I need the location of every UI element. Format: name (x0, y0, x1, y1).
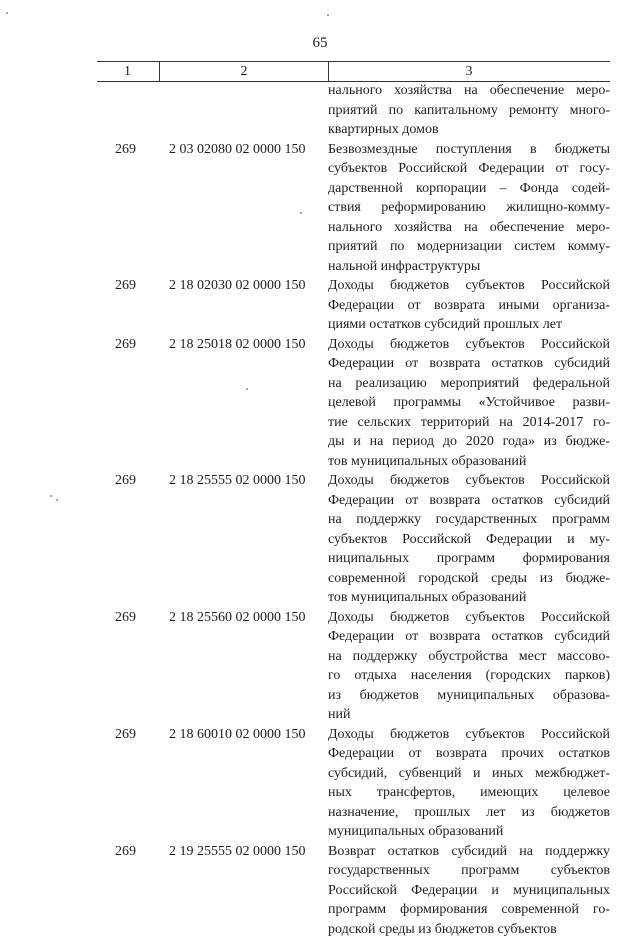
column-header-1: 1 (97, 62, 158, 81)
description-line: Безвозмездные поступления в бюджеты (328, 140, 610, 160)
row-number: 269 (97, 335, 154, 355)
description-line: ды и на период до 2020 года» из бюдже- (328, 432, 610, 452)
description-line: го отдыха населения (городских парков) (328, 666, 610, 686)
description-line: тов муниципальных образований (328, 452, 610, 472)
budget-code: 2 18 02030 02 0000 150 (169, 276, 329, 296)
description-line: субсидий, субвенций и иных межбюджет- (328, 764, 610, 784)
row-number: 269 (97, 276, 154, 296)
description-line: государственных программ субъектов (328, 861, 610, 881)
description-line: Федерации от возврата остатков субсидий (328, 627, 610, 647)
description-line: квартирных домов (328, 120, 610, 140)
row-number: 269 (97, 842, 154, 862)
row-number: 269 (97, 140, 154, 160)
description-line: Доходы бюджетов субъектов Российской (328, 608, 610, 628)
description-line: циями остатков субсидий прошлых лет (328, 315, 610, 335)
description-line: ниципальных программ формирования (328, 549, 610, 569)
description-line: тие сельских территорий на 2014-2017 го- (328, 413, 610, 433)
budget-code: 2 18 25555 02 0000 150 (169, 471, 329, 491)
description-line: ствия реформированию жилищно-комму- (328, 198, 610, 218)
description-line: ных трансфертов, имеющих целевое (328, 783, 610, 803)
description-line: Доходы бюджетов субъектов Российской (328, 335, 610, 355)
column-header-3: 3 (328, 62, 610, 81)
table-row (97, 335, 610, 472)
description-line: Российской Федерации и муниципальных (328, 881, 610, 901)
description-line: Федерации от возврата остатков субсидий (328, 354, 610, 374)
description-line: приятий по капитальному ремонту много- (328, 101, 610, 121)
budget-code: 2 18 60010 02 0000 150 (169, 725, 329, 745)
description-line: из бюджетов муниципальных образова- (328, 686, 610, 706)
description-line: тов муниципальных образований (328, 588, 610, 608)
row-description (328, 471, 610, 608)
table-row (97, 471, 610, 608)
description-line: назначение, прошлых лет из бюджетов (328, 803, 610, 823)
row-number: 269 (97, 608, 154, 628)
budget-code: 2 03 02080 02 0000 150 (169, 140, 329, 160)
description-line: на поддержку государственных программ (328, 510, 610, 530)
budget-code: 2 18 25560 02 0000 150 (169, 608, 329, 628)
table-row (97, 140, 610, 277)
description-line: нальной инфраструктуры (328, 257, 610, 277)
row-description (328, 725, 610, 842)
description-line: на поддержку обустройства мест массово- (328, 647, 610, 667)
description-line: ний (328, 705, 610, 725)
row-description (328, 842, 610, 939)
description-line: Федерации от возврата прочих остатков (328, 744, 610, 764)
description-line: нального хозяйства на обеспечение меро- (328, 218, 610, 238)
row-description (328, 140, 610, 277)
continuation-description (328, 81, 610, 140)
table-body (97, 81, 610, 939)
budget-code: 2 19 25555 02 0000 150 (169, 842, 329, 862)
table-row (97, 276, 610, 335)
continuation-row (97, 81, 610, 140)
row-number: 269 (97, 471, 154, 491)
row-number: 269 (97, 725, 154, 745)
description-line: Федерации от возврата остатков субсидий (328, 491, 610, 511)
row-description (328, 335, 610, 472)
description-line: родской среды из бюджетов субъектов (328, 920, 610, 939)
description-line: нального хозяйства на обеспечение меро- (328, 81, 610, 101)
column-header-2: 2 (159, 62, 329, 81)
row-description (328, 608, 610, 725)
description-line: субъектов Российской Федерации от госу- (328, 159, 610, 179)
description-line: Возврат остатков субсидий на поддержку (328, 842, 610, 862)
table-row (97, 608, 610, 725)
table-row (97, 842, 610, 939)
description-line: целевой программы «Устойчивое разви- (328, 393, 610, 413)
description-line: Доходы бюджетов субъектов Российской (328, 471, 610, 491)
description-line: субъектов Российской Федерации и му- (328, 530, 610, 550)
row-description (328, 276, 610, 335)
description-line: дарственной корпорации – Фонда содей- (328, 179, 610, 199)
description-line: на реализацию мероприятий федеральной (328, 374, 610, 394)
description-line: Доходы бюджетов субъектов Российской (328, 725, 610, 745)
description-line: Федерации от возврата иными организа- (328, 296, 610, 316)
budget-code: 2 18 25018 02 0000 150 (169, 335, 329, 355)
table-header-row (97, 61, 610, 82)
description-line: муниципальных образований (328, 822, 610, 842)
description-line: современной городской среды из бюдже- (328, 569, 610, 589)
description-line: приятий по модернизации систем комму- (328, 237, 610, 257)
description-line: Доходы бюджетов субъектов Российской (328, 276, 610, 296)
page-number: 65 (0, 35, 640, 52)
description-line: программ формирования современной го- (328, 900, 610, 920)
table-row (97, 725, 610, 842)
